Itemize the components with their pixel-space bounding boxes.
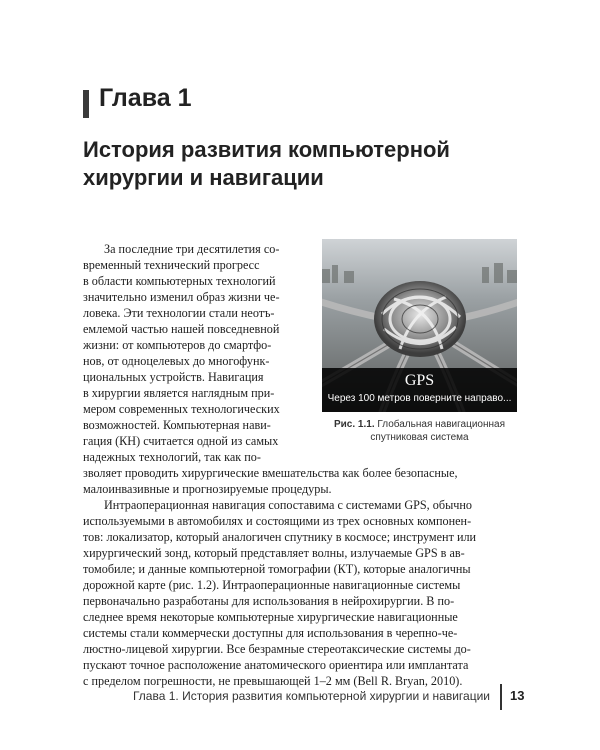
body-line: возможностей. Компьютерная нави- [83,418,271,432]
body-line: дорожной карте (рис. 1.2). Интраоперационные навигационные системы [83,578,461,592]
body-line: Интраоперационная навигация сопоставима с системами GPS, обычно [104,498,472,512]
body-line: малоинвазивные и прогнозируемые процедуры. [83,482,332,496]
figure-caption-text: Глобальная навигационная спутниковая система [370,419,505,443]
body-line: первоначально разработаны для использования в нейрохирургии. В по- [83,594,455,608]
body-line: циональных устройств. Навигация [83,370,264,384]
gps-overlay [322,368,517,412]
body-line: значительно изменил образ жизни че- [83,290,280,304]
chapter-title [83,136,533,192]
body-line: тов: локализатор, который аналогичен спутнику в космосе; инструмент или [83,530,477,544]
body-line: хирургический зонд, который представляет волны, излучаемые GPS в ав- [83,546,465,560]
gps-overlay-title: GPS [404,372,435,389]
body-line: ловека. Эти технологии стали неотъ- [83,306,275,320]
gps-overlay-subtitle: Через 100 метров поверните направо... [327,393,512,404]
body-line: следнее время некоторые компьютерные хирургические навигационные [83,610,458,624]
body-line: системы стали коммерчески доступны для использования в черепно-че- [83,626,458,640]
body-line: в хирургии является наглядным при- [83,386,275,400]
body-line: гация (КН) считается одной из самых [83,434,279,448]
body-line: зволяет проводить хирургические вмешательства как более безопасные, [83,466,458,480]
running-footer-title: Глава 1. История развития компьютерной хирургии и навигации [132,689,490,703]
body-line: томобиле; и данные компьютерной томографии (КТ), которые аналогичны [83,562,471,576]
footer-divider [500,684,502,710]
body-line: надежных технологий, так как по- [83,450,261,464]
page-number: 13 [510,688,525,703]
body-line: используемыми в автомобилях и состоящими из трех основных компонен- [83,514,472,528]
figure-caption-label: Рис. 1.1. [333,419,375,430]
body-line: жизни: от компьютеров до смартфо- [83,338,272,352]
chapter-title-line-2: хирургии и навигации [83,165,324,190]
body-line: емлемой частью нашей повседневной [83,322,280,336]
chapter-label: Глава 1 [99,84,192,112]
chapter-title-line-1: История развития компьютерной [83,137,450,162]
body-line: с пределом погрешности, не превышающей 1–2 мм (Bell R. Bryan, 2010). [83,674,463,688]
body-line: временный технический прогресс [83,258,260,272]
body-line: пускают точное расположение анатомического ориентира или имплантата [83,658,469,672]
figure-image [322,239,517,412]
figure-caption [322,418,517,444]
body-line: За последние три десятилетия со- [104,242,280,256]
body-line: мером современных технологических [83,402,280,416]
body-line: нов, от одноцелевых до многофунк- [83,354,270,368]
chapter-bar [83,90,89,118]
body-line: в области компьютерных технологий [83,274,276,288]
body-line: люстно-лицевой хирургии. Все безрамные стереотаксические системы до- [83,642,471,656]
